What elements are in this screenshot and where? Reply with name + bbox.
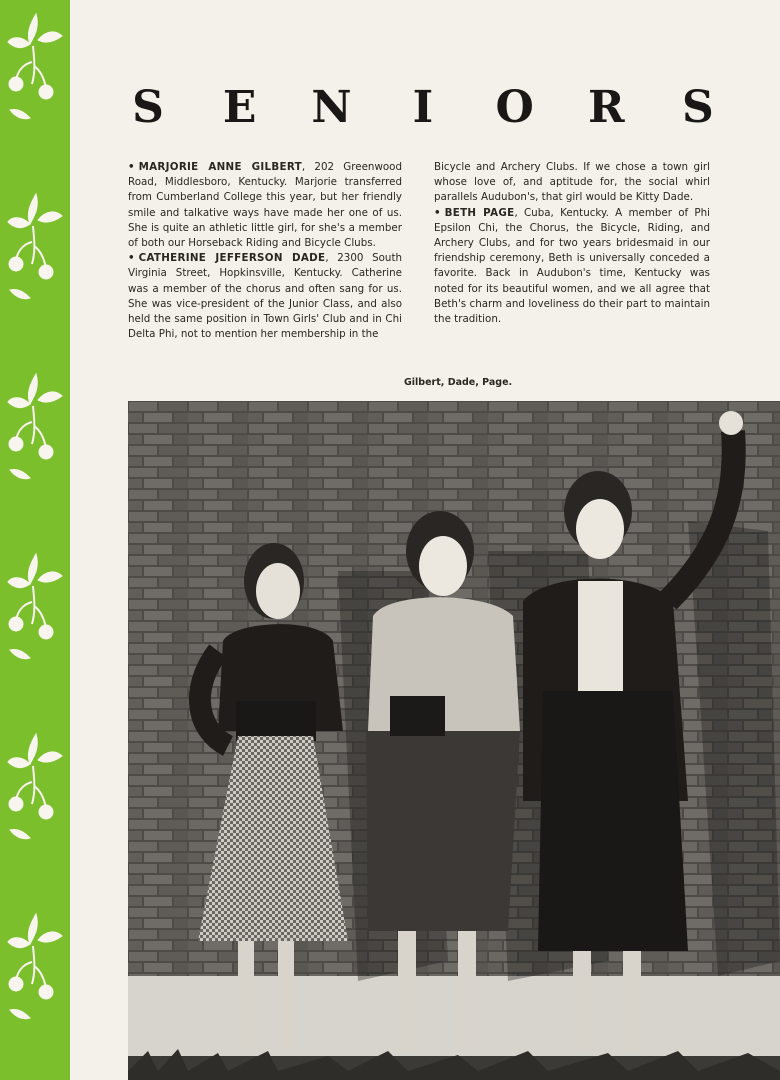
bullet-icon: • [434, 206, 441, 219]
senior-entry-gilbert [128, 160, 402, 251]
senior-name: BETH PAGE [444, 206, 515, 219]
title-letter: O [495, 82, 534, 133]
senior-name: CATHERINE JEFFERSON DADE [138, 252, 326, 265]
title-letter: R [587, 82, 625, 133]
title-letter: I [412, 82, 434, 133]
floral-pattern-icon [0, 0, 70, 1080]
bullet-icon: • [128, 252, 135, 265]
left-text-column [128, 160, 402, 342]
title-letter: S [682, 82, 714, 133]
senior-bio: , Cuba, Kentucky. A member of Phi Epsilon Chi, the Chorus, the Bicycle, Riding, and Archery Clubs, and for two years bridesmaid in our friendship ceremony, Beth is universally conceded a favorite. Back in Audubon's time, Kentucky was noted for its beautiful women, and we all agree that Beth's charm and loveliness do their part to maintain the tradition. [434, 206, 710, 326]
senior-entry-dade [128, 251, 402, 342]
photo-caption: Gilbert, Dade, Page. [404, 377, 513, 388]
group-photo [128, 401, 780, 1080]
title-letter: S [132, 82, 164, 133]
senior-bio: , 202 Greenwood Road, Middlesboro, Kentucky. Marjorie transferred from Cumberland College this year, but her friendly smile and talkative ways have made her one of us. She is quite an athletic little girl, for she's a member of both our Horseback Riding and Bicycle Clubs. [128, 161, 403, 250]
right-text-column [434, 160, 710, 327]
senior-entry-page [434, 206, 710, 328]
bullet-icon: • [128, 161, 135, 173]
page-title [128, 82, 718, 133]
dade-bio-continuation: Bicycle and Archery Clubs. If we chose a town girl whose love of, and aptitude for, the social whirl parallels Audubon's, that girl would be Kitty Dade. [434, 161, 710, 204]
title-letter: N [311, 82, 352, 133]
photo-illustration [128, 401, 780, 1080]
title-letter: E [222, 82, 257, 133]
senior-bio: , 2300 South Virginia Street, Hopkinsville, Kentucky. Catherine was a member of the chorus and often sang for us. She was vice-president of the Junior Class, and also held the same position in Town Girls' Club and in Chi Delta Phi, not to mention her membership in the [128, 252, 403, 341]
decorative-floral-border [0, 0, 70, 1080]
senior-name: MARJORIE ANNE GILBERT [138, 161, 302, 173]
